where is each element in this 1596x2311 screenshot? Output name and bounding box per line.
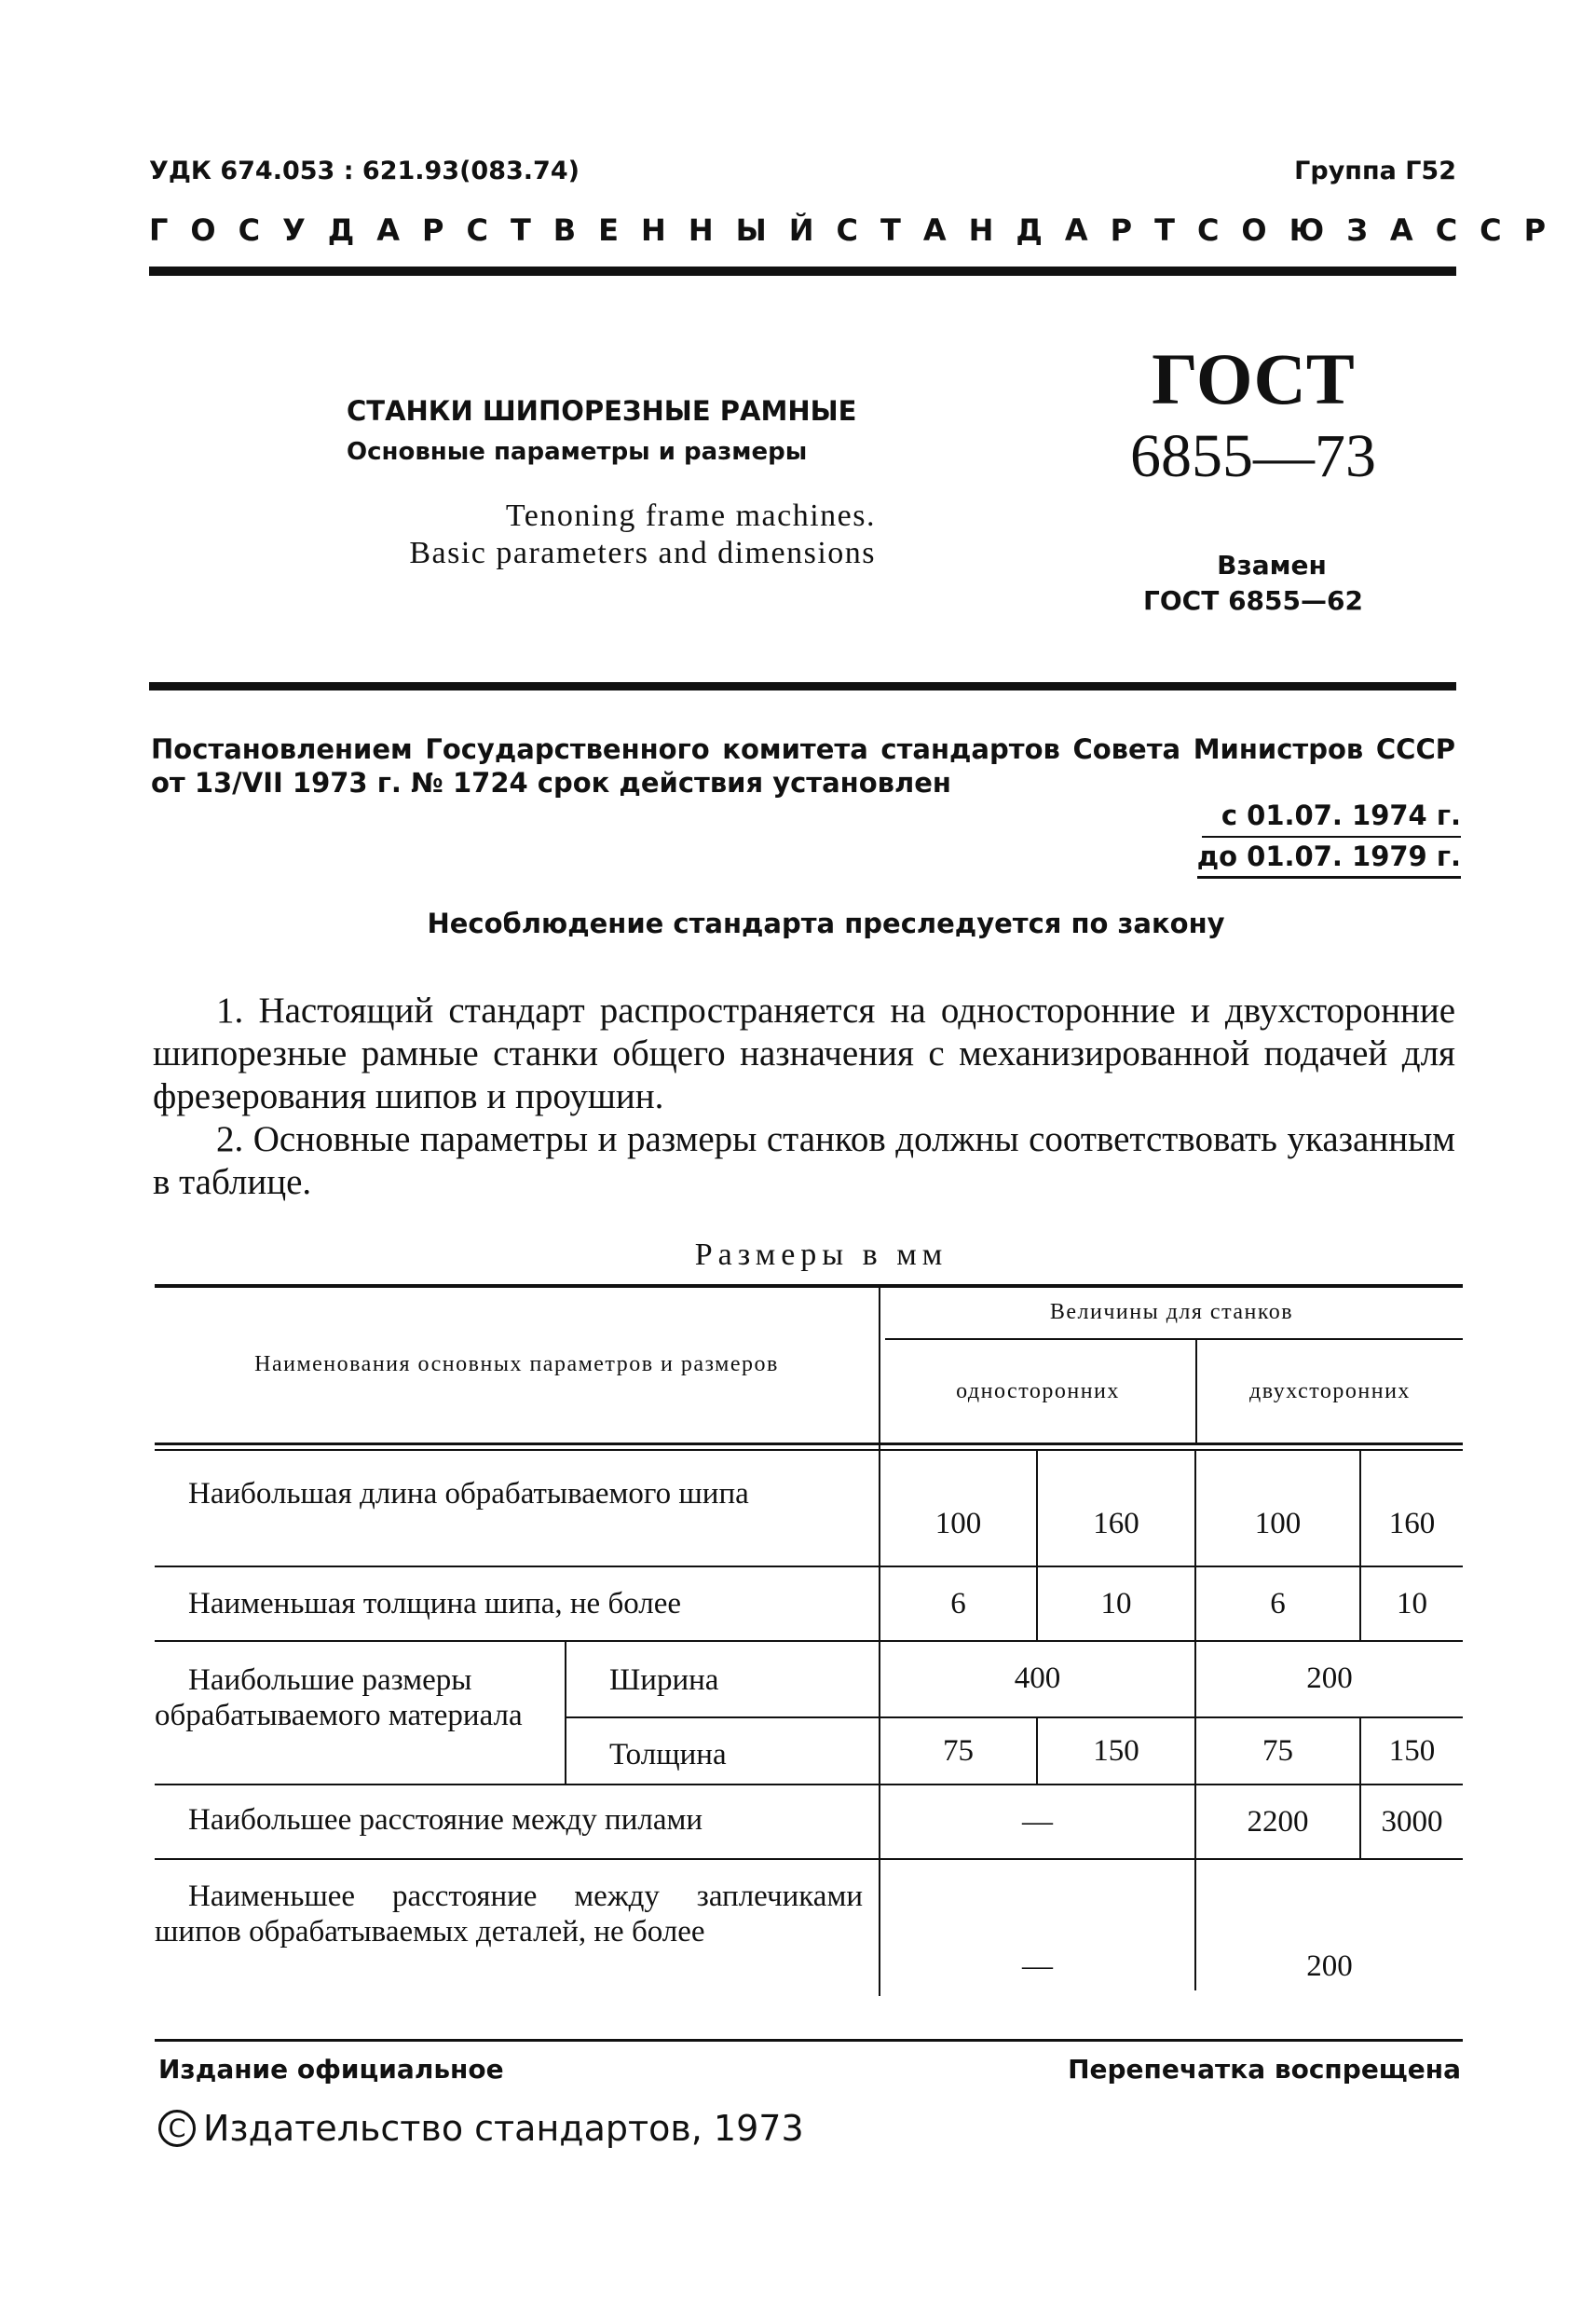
state-standard-banner — [149, 212, 1569, 248]
title-english-line: Basic parameters and dimensions — [409, 536, 876, 570]
copyright-icon: C — [158, 2110, 196, 2147]
subtitle-russian: Основные параметры и размеры — [347, 438, 808, 466]
gost-label: ГОСТ — [1152, 338, 1355, 419]
banner-word: ССР — [1435, 212, 1569, 248]
banner-word: СОЮЗА — [1196, 212, 1436, 248]
table-cell: 200 — [1306, 1949, 1353, 1983]
table-cell: 10 — [1100, 1586, 1132, 1620]
table-cell: 6 — [950, 1586, 966, 1620]
title-rule — [149, 682, 1456, 691]
header-rule — [149, 267, 1456, 276]
law-notice: Несоблюдение стандарта преследуется по закону — [427, 908, 1225, 939]
banner-word: СТАНДАРТ — [836, 212, 1197, 248]
group-code: Группа Г52 — [1294, 157, 1456, 185]
official-edition: Издание официальное — [158, 2054, 504, 2085]
table-cell: 75 — [943, 1733, 974, 1768]
decree-text: Постановлением Государственного комитета стандартов Совета Министров СССР от 13/VII 1973 г. № 1724 срок действия установлен — [151, 733, 1455, 799]
table-cell: 75 — [1262, 1733, 1293, 1768]
table-cell: 200 — [1306, 1661, 1353, 1695]
date-divider — [1202, 836, 1461, 838]
footer-rule — [155, 2039, 1463, 2042]
banner-word: ГОСУДАРСТВЕННЫЙ — [149, 212, 837, 248]
title-english — [409, 498, 876, 572]
header-values: Величины для станков — [1049, 1299, 1294, 1324]
title-russian: СТАНКИ ШИПОРЕЗНЫЕ РАМНЫЕ — [347, 395, 857, 427]
gost-number: 6855—73 — [1130, 422, 1376, 490]
row-label: Наибольшее расстояние между пилами — [188, 1803, 703, 1837]
table-cell: 100 — [934, 1506, 982, 1540]
table-rule — [155, 1858, 1463, 1860]
table-rule — [155, 1443, 1463, 1445]
row-label: Наибольшая длина обрабатываемого шипа — [188, 1477, 749, 1511]
table-cell: 6 — [1270, 1586, 1286, 1620]
row-label: Наименьшее расстояние между заплечиками шипов обрабатываемых деталей, не более — [155, 1880, 863, 1949]
replaces-label: Взамен — [1217, 550, 1327, 581]
table-cell: 10 — [1397, 1586, 1427, 1620]
table-cell: 160 — [1388, 1506, 1436, 1540]
table-cell: 150 — [1388, 1733, 1436, 1768]
row-sublabel: Толщина — [609, 1738, 727, 1771]
row-sublabel: Ширина — [609, 1663, 719, 1697]
table-cell: 400 — [1014, 1661, 1061, 1695]
table-cell: 100 — [1254, 1506, 1302, 1540]
table-cell: 150 — [1093, 1733, 1139, 1768]
paragraph-1: 1. Настоящий стандарт распространяется на односторонние и двухсторонние шипорезные рамные станки общего назначения с механизированной подачей для фрезерования шипов и проушин. — [153, 991, 1455, 1116]
header-parameters: Наименования основных параметров и размеров — [254, 1351, 779, 1376]
copyright-line — [158, 2108, 804, 2149]
table-cell: — — [1022, 1804, 1053, 1839]
row-label: Наименьшая толщина шипа, не более — [188, 1587, 682, 1620]
publisher-text: Издательство стандартов, 1973 — [203, 2108, 804, 2149]
title-english-line: Tenoning frame machines. — [505, 499, 876, 533]
table-cell: — — [1022, 1949, 1053, 1983]
effective-to: до 01.07. 1979 г. — [1197, 841, 1461, 879]
table-cell: 160 — [1093, 1506, 1139, 1540]
table-cell: 2200 — [1247, 1804, 1309, 1839]
reprint-notice: Перепечатка воспрещена — [1068, 2054, 1461, 2085]
table-units: Размеры в мм — [694, 1238, 948, 1272]
udk-code: УДК 674.053 : 621.93(083.74) — [149, 157, 580, 185]
header-single-sided: односторонних — [956, 1378, 1120, 1403]
table-rule — [565, 1640, 566, 1784]
replaces-value: ГОСТ 6855—62 — [1143, 585, 1363, 616]
row-label: Наибольшие размеры обрабатываемого материала — [155, 1663, 523, 1732]
table-cell: 3000 — [1381, 1804, 1443, 1839]
table-rule — [155, 1449, 1463, 1451]
paragraph-2: 2. Основные параметры и размеры станков должны соответствовать указанным в таблице. — [153, 1119, 1455, 1202]
effective-from: с 01.07. 1974 г. — [1221, 800, 1461, 831]
header-double-sided: двухсторонних — [1249, 1378, 1411, 1403]
